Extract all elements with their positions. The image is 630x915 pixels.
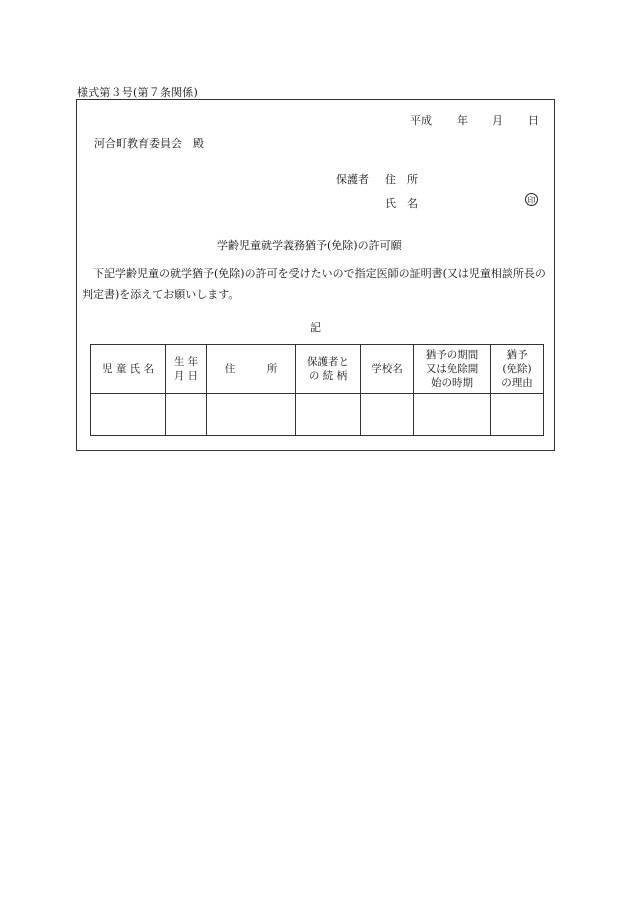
form-caption: 様式第３号(第７条関係): [77, 86, 198, 99]
date-month: 月: [492, 114, 503, 127]
header-school-name: 学校名: [361, 345, 414, 394]
header-address: 住 所: [207, 345, 296, 394]
address-label: 住 所: [385, 173, 418, 186]
records-table: [90, 344, 544, 436]
date-year: 年: [457, 114, 468, 127]
header-period: 猶予の期間 又は免除開 始の時期: [414, 345, 491, 394]
header-birthdate: 生 年 月 日: [166, 345, 207, 394]
seal-mark: 印: [525, 193, 538, 206]
cell-guardian-relation[interactable]: [296, 394, 361, 436]
header-child-name: 児 童 氏 名: [91, 345, 166, 394]
cell-school-name[interactable]: [361, 394, 414, 436]
cell-reason[interactable]: [491, 394, 544, 436]
document-title: 学齢児童就学義務猶予(免除)の許可願: [217, 239, 402, 252]
name-label: 氏 名: [385, 197, 418, 210]
cell-child-name[interactable]: [91, 394, 166, 436]
cell-address[interactable]: [207, 394, 296, 436]
date-line: [0, 112, 630, 126]
ki-heading: 記: [310, 321, 321, 334]
date-era: 平成: [410, 114, 432, 127]
body-text: 下記学齢児童の就学猶予(免除)の許可を受けたいので指定医師の証明書(又は児童相談所長の判定書)を添えてお願いします。: [82, 267, 546, 301]
table-row: [91, 394, 544, 436]
date-day: 日: [528, 114, 539, 127]
addressee: 河合町教育委員会 殿: [94, 137, 204, 150]
header-reason: 猶予 (免除) の理由: [491, 345, 544, 394]
cell-period[interactable]: [414, 394, 491, 436]
applicant-role: 保護者: [336, 173, 369, 186]
cell-birthdate[interactable]: [166, 394, 207, 436]
header-guardian-relation: 保護者と の 続 柄: [296, 345, 361, 394]
table-header-row: [91, 345, 544, 394]
